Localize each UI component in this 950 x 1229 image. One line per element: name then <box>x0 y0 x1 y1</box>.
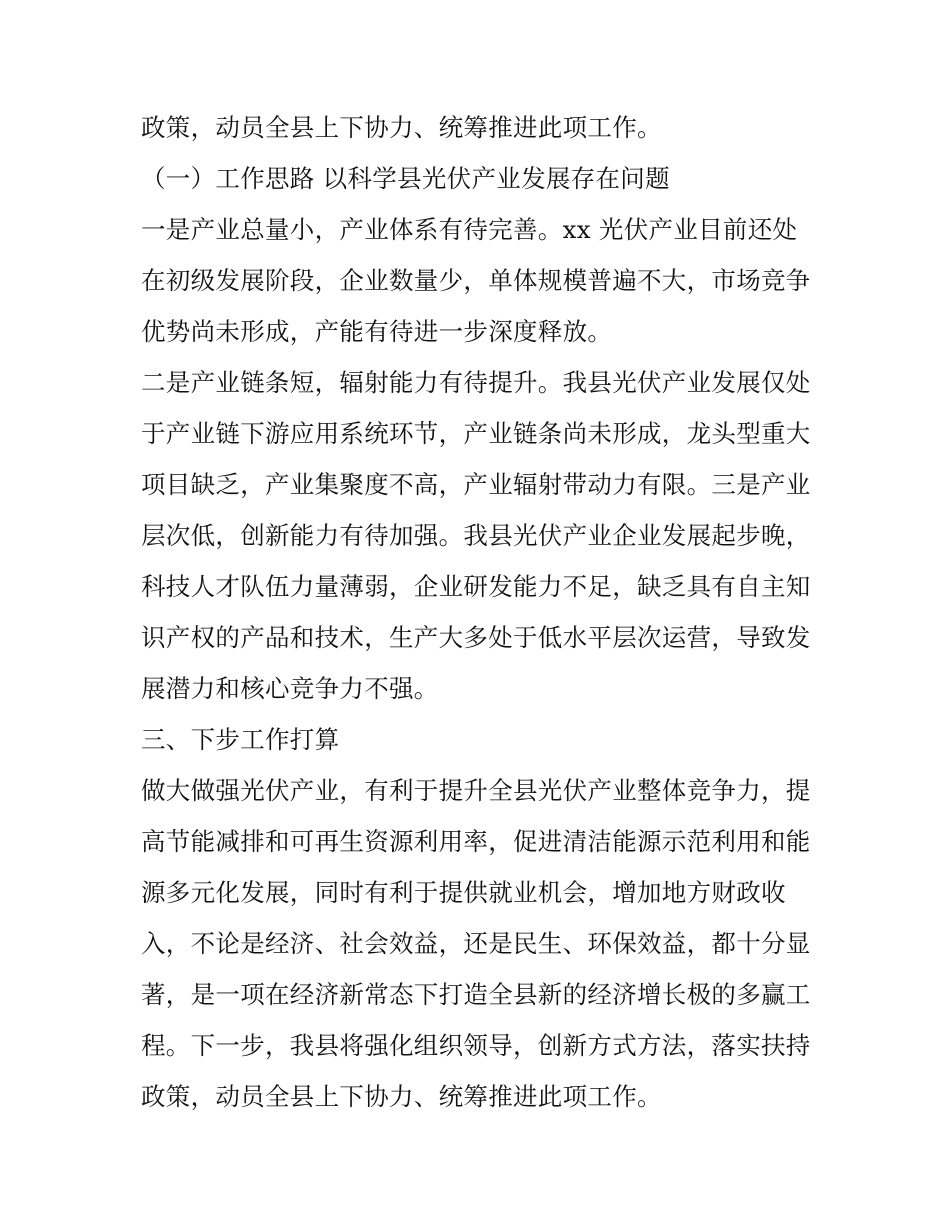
text-line: 在初级发展阶段，企业数量少，单体规模普遍不大，市场竞争 <box>141 266 811 295</box>
section-heading: 三、下步工作打算 <box>141 725 340 754</box>
text-line: 项目缺乏，产业集聚度不高，产业辐射带动力有限。三是产业 <box>141 470 811 499</box>
text-line: 源多元化发展，同时有利于提供就业机会，增加地方财政收 <box>141 878 786 907</box>
text-line: 政策，动员全县上下协力、统筹推进此项工作。 <box>141 113 662 142</box>
text-line: 展潜力和核心竞争力不强。 <box>141 674 439 703</box>
text-line: 科技人才队伍力量薄弱，企业研发能力不足，缺乏具有自主知 <box>141 572 811 601</box>
text-line: 政策，动员全县上下协力、统筹推进此项工作。 <box>141 1082 662 1111</box>
text-line: 层次低，创新能力有待加强。我县光伏产业企业发展起步晚， <box>141 521 811 550</box>
text-line: 二是产业链条短，辐射能力有待提升。我县光伏产业发展仅处 <box>141 368 811 397</box>
text-line: 著，是一项在经济新常态下打造全县新的经济增长极的多赢工 <box>141 980 811 1009</box>
text-line: 识产权的产品和技术，生产大多处于低水平层次运营，导致发 <box>141 623 811 652</box>
text-line: 入，不论是经济、社会效益，还是民生、环保效益，都十分显 <box>141 929 811 958</box>
text-line: 程。下一步，我县将强化组织领导，创新方式方法，落实扶持 <box>141 1031 811 1060</box>
text-line: 优势尚未形成，产能有待进一步深度释放。 <box>141 317 613 346</box>
text-line: 做大做强光伏产业，有利于提升全县光伏产业整体竞争力，提 <box>141 776 811 805</box>
section-heading: （一）工作思路 以科学县光伏产业发展存在问题 <box>141 164 670 193</box>
text-line: 高节能减排和可再生资源利用率，促进清洁能源示范利用和能 <box>141 827 811 856</box>
text-line: 于产业链下游应用系统环节，产业链条尚未形成，龙头型重大 <box>141 419 811 448</box>
text-line: 一是产业总量小，产业体系有待完善。xx 光伏产业目前还处 <box>141 215 798 244</box>
